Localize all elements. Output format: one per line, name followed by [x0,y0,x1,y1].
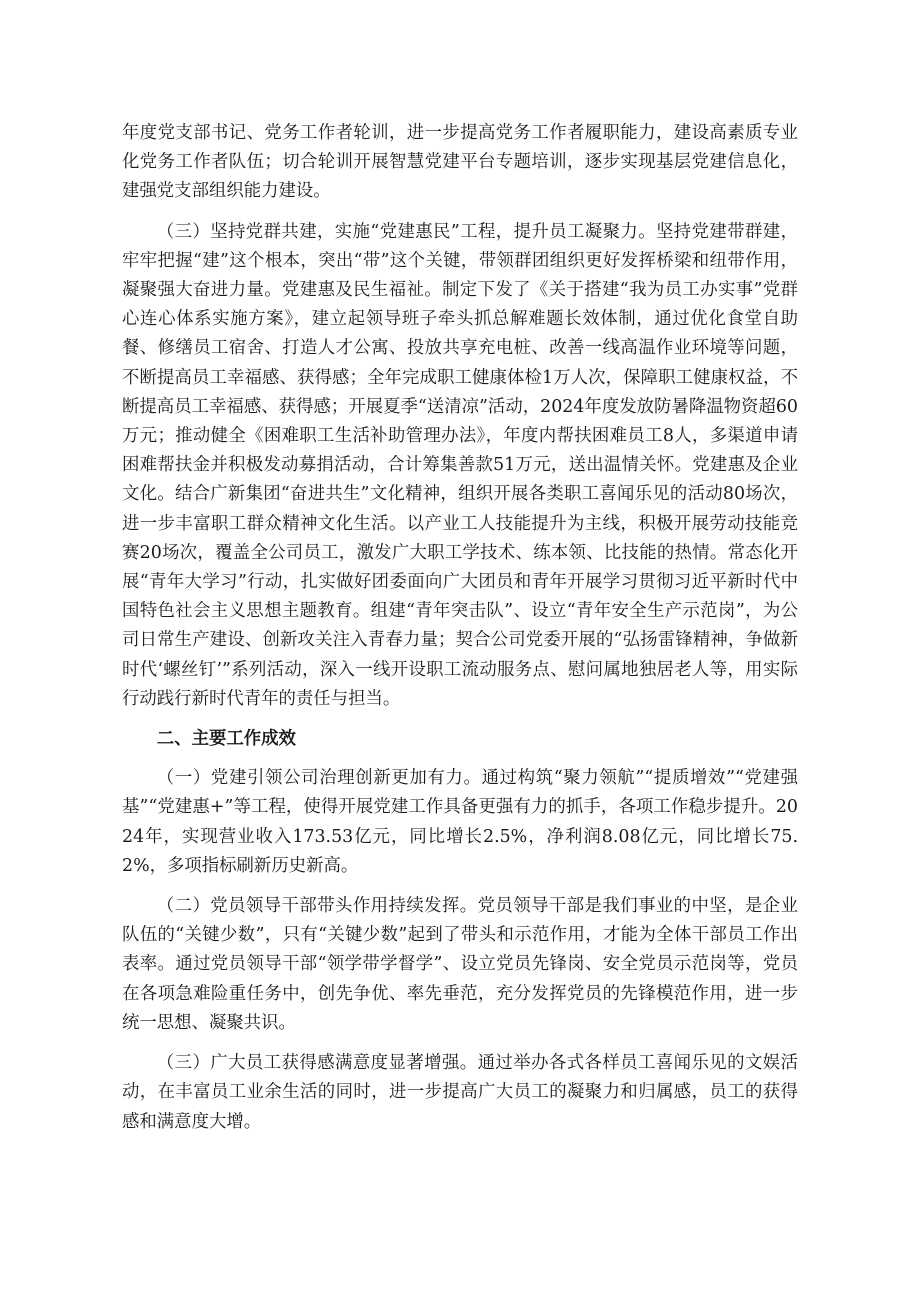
paragraph-employee-satisfaction: （三）广大员工获得感满意度显著增强。通过举办各式各样员工喜闻乐见的文娱活动，在丰富员工业余生活的同时，进一步提高广大员工的凝聚力和归属感，员工的获得感和满意度大增。 [122,1053,798,1132]
paragraph-continuation: 年度党支部书记、党务工作者轮训，进一步提高党务工作者履职能力，建设高素质专业化党务工作者队伍；切合轮训开展智慧党建平台专题培训，逐步实现基层党建信息化，建强党支部组织能力建设。 [122,123,798,202]
paragraph-governance: （一）党建引领公司治理创新更加有力。通过构筑“聚力领航”“提质增效”“党建强基”“党建惠+”等工程，使得开展党建工作具备更强有力的抓手，各项工作稳步提升。2024年，实现营业收入173.53亿元，同比增长2.5%，净利润8.08亿元，同比增长75.2%，多项指标刷新历史新高。 [122,768,798,876]
paragraph-leadership: （二）党员领导干部带头作用持续发挥。党员领导干部是我们事业的中坚，是企业队伍的“关键少数”，只有“关键少数”起到了带头和示范作用，才能为全体干部员工作出表率。通过党员领导干部“领学带学督学”、设立党员先锋岗、安全党员示范岗等，党员在各项急难险重任务中，创先争优、率先垂范，充分发挥党员的先锋模范作用，进一步统一思想、凝聚共识。 [122,896,798,1033]
document-page [122,119,798,1137]
paragraph-party-mass: （三）坚持党群共建，实施“党建惠民”工程，提升员工凝聚力。坚持党建带群建，牢牢把握“建”这个根本，突出“带”这个关键，带领群团组织更好发挥桥梁和纽带作用，凝聚强大奋进力量。党建惠及民生福祉。制定下发了《关于搭建“我为员工办实事”党群心连心体系实施方案》，建立起领导班子牵头抓总解难题长效体制，通过优化食堂自助餐、修缮员工宿舍、打造人才公寓、投放共享充电桩、改善一线高温作业环境等问题，不断提高员工幸福感、获得感；全年完成职工健康体检1万人次，保障职工健康权益，不断提高员工幸福感、获得感；开展夏季“送清凉”活动，2024年度发放防暑降温物资超60万元；推动健全《困难职工生活补助管理办法》，年度内帮扶困难员工8人，多渠道申请困难帮扶金并积极发动募捐活动，合计筹集善款51万元，送出温情关怀。党建惠及企业文化。结合广新集团“奋进共生”文化精神，组织开展各类职工喜闻乐见的活动80场次，进一步丰富职工群众精神文化生活。以产业工人技能提升为主线，积极开展劳动技能竞赛20场次，覆盖全公司员工，激发广大职工学技术、练本领、比技能的热情。常态化开展“青年大学习”行动，扎实做好团委面向广大团员和青年开展学习贯彻习近平新时代中国特色社会主义思想主题教育。组建“青年突击队”、设立“青年安全生产示范岗”，为公司日常生产建设、创新攻关注入青春力量；契合公司党委开展的“弘扬雷锋精神，争做新时代‘螺丝钉’”系列活动，深入一线开设职工流动服务点、慰问属地独居老人等，用实际行动践行新时代青年的责任与担当。 [122,221,798,709]
section-heading: 二、主要工作成效 [156,729,296,750]
